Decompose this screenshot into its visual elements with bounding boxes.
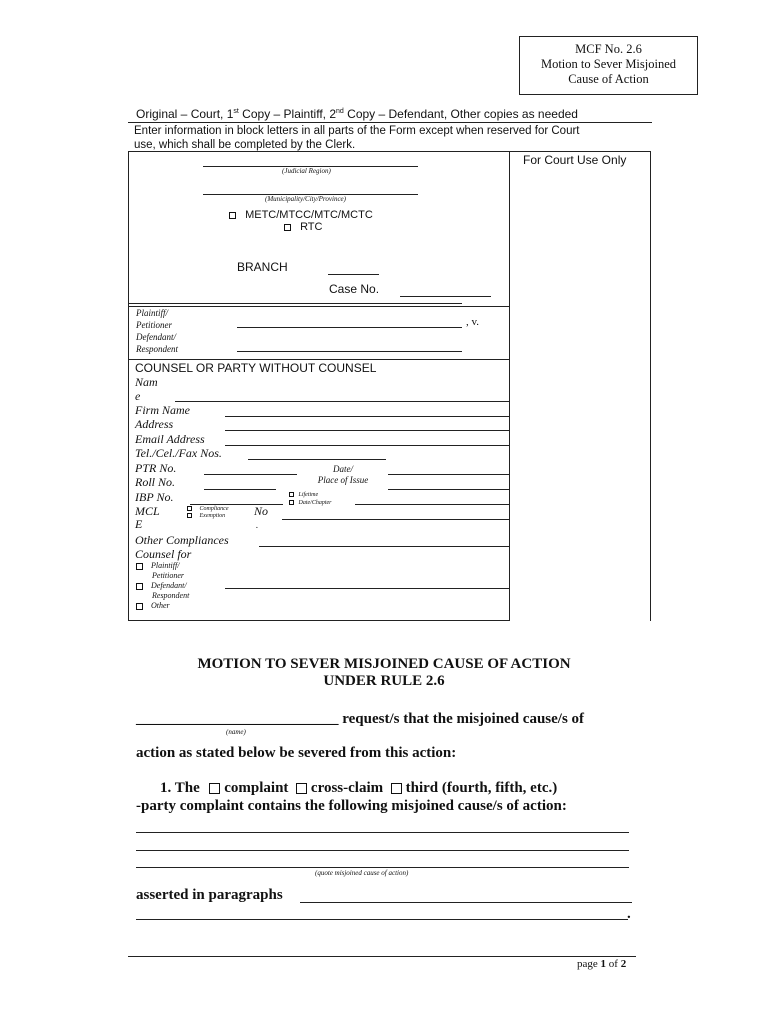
counsel-for-options: Plaintiff/ Petitioner Defendant/ Respondent Other <box>136 561 189 611</box>
email-field[interactable] <box>225 445 509 446</box>
cause-field-2[interactable] <box>136 850 629 851</box>
party-complaint-line: -party complaint contains the following misjoined cause/s of action: <box>136 798 567 814</box>
plaintiff-field[interactable] <box>237 327 462 328</box>
address-label: Address <box>135 417 174 431</box>
ptr-date-field[interactable] <box>388 474 509 475</box>
third-party-option[interactable]: third (fourth, fifth, etc.) <box>391 780 557 796</box>
date-chapter-option[interactable]: Date/Chapter <box>289 499 332 507</box>
asserted-label: asserted in paragraphs <box>136 887 283 903</box>
motion-title: MOTION TO SEVER MISJOINED CAUSE OF ACTION UNDER RULE 2.6 <box>197 656 571 689</box>
checkbox-icon <box>289 492 294 497</box>
paragraphs-field[interactable] <box>300 902 632 903</box>
other-compliances-label: Other Compliances <box>135 533 229 547</box>
roll-field[interactable] <box>204 489 276 490</box>
exemption-option[interactable]: Exemption <box>187 513 229 520</box>
name-caption: (name) <box>226 728 246 736</box>
form-title-line2: Cause of Action <box>568 72 649 86</box>
versus-label: , v. <box>466 316 480 328</box>
counsel-heading: COUNSEL OR PARTY WITHOUT COUNSEL <box>135 361 377 375</box>
court-option-metc[interactable]: METC/MTCC/MTC/MCTC <box>229 209 373 221</box>
frame-bottom <box>128 620 510 621</box>
quote-caption: (quote misjoined cause of action) <box>315 869 409 877</box>
counsel-section-rule <box>128 359 510 360</box>
counsel-for-field[interactable] <box>225 588 509 589</box>
checkbox-icon <box>187 506 192 511</box>
cause-field-1[interactable] <box>136 832 629 833</box>
frame-divider <box>509 151 510 621</box>
form-id-box <box>519 36 698 95</box>
checkbox-icon <box>391 783 402 794</box>
footer-rule <box>128 956 636 957</box>
address-field[interactable] <box>225 430 509 431</box>
roll-label: Roll No. <box>135 475 176 489</box>
ibp-date-field[interactable] <box>355 504 509 505</box>
cross-claim-option[interactable]: cross-claim <box>296 780 383 796</box>
counsel-for-label: Counsel for <box>135 547 192 561</box>
opt-plaintiff[interactable]: Plaintiff/ <box>136 561 189 571</box>
compliance-option[interactable]: Compliance <box>187 506 229 513</box>
plaintiff-label: Plaintiff/ Petitioner <box>136 308 172 330</box>
mcle-options <box>187 506 229 520</box>
copies-rule <box>128 122 652 123</box>
copies-distribution: Original – Court, 1st Copy – Plaintiff, 2nd Copy – Defendant, Other copies as needed <box>136 107 578 121</box>
period: . <box>627 906 631 922</box>
ibp-field[interactable] <box>190 504 283 505</box>
opt-defendant[interactable]: Defendant/ <box>136 581 189 591</box>
checkbox-icon <box>289 500 294 505</box>
roll-date-field[interactable] <box>388 489 509 490</box>
defendant-label: Defendant/ Respondent <box>136 332 178 354</box>
form-number: MCF No. 2.6 <box>575 42 642 56</box>
tel-field[interactable] <box>248 459 386 460</box>
complaint-option[interactable]: complaint <box>209 780 288 796</box>
mcle-field[interactable] <box>282 519 509 520</box>
defendant-field[interactable] <box>237 351 462 352</box>
frame-top <box>128 151 650 152</box>
frame-right <box>650 151 651 621</box>
judicial-region-caption: (Judicial Region) <box>282 167 331 175</box>
form-title-line1: Motion to Sever Misjoined <box>540 57 677 71</box>
mcle-no-label: No . <box>254 504 269 530</box>
ptr-field[interactable] <box>204 474 297 475</box>
name-label: Nam e <box>135 375 158 403</box>
mcle-label: MCL E <box>135 504 160 531</box>
ptr-label: PTR No. <box>135 461 177 475</box>
request-line: ___________________________ request/s that the misjoined cause/s of <box>136 711 585 727</box>
branch-field[interactable] <box>328 274 379 275</box>
parties-section-rule <box>128 306 510 307</box>
checkbox-icon <box>187 513 192 518</box>
other-compliances-field[interactable] <box>259 546 509 547</box>
name-field[interactable] <box>175 401 509 402</box>
case-no-field[interactable] <box>400 296 491 297</box>
checkbox-icon <box>136 583 143 590</box>
branch-label: BRANCH <box>237 260 288 274</box>
court-section-rule <box>128 303 462 304</box>
tel-label: Tel./Cel./Fax Nos. <box>135 446 222 460</box>
checkbox-icon <box>136 563 143 570</box>
firm-name-label: Firm Name <box>135 403 190 417</box>
case-no-label: Case No. <box>329 282 380 296</box>
opt-other[interactable]: Other <box>136 601 189 611</box>
frame-left <box>128 151 129 621</box>
checkbox-icon <box>229 212 236 219</box>
instructions: Enter information in block letters in all parts of the Form except when reserved for Court use, which shall be completed by the Clerk. <box>134 125 580 151</box>
name-field[interactable]: ___________________________ <box>136 711 339 727</box>
action-line: action as stated below be severed from this action: <box>136 745 457 761</box>
cause-field-3[interactable] <box>136 867 629 868</box>
ibp-label: IBP No. <box>135 490 174 504</box>
ibp-options <box>289 491 332 507</box>
checkbox-icon <box>209 783 220 794</box>
lifetime-option[interactable]: Lifetime <box>289 491 332 499</box>
email-label: Email Address <box>135 432 205 446</box>
date-place-issue-label: Date/ Place of Issue <box>317 464 369 485</box>
firm-name-field[interactable] <box>225 416 509 417</box>
court-option-rtc[interactable]: RTC <box>284 221 322 233</box>
paragraphs-field-2[interactable] <box>136 919 628 920</box>
checkbox-icon <box>296 783 307 794</box>
municipality-caption: (Municipality/City/Province) <box>265 195 346 203</box>
court-use-label: For Court Use Only <box>523 153 627 167</box>
checkbox-icon <box>136 603 143 610</box>
item-1-line: 1. The complaint cross-claim third (fourth, fifth, etc.) <box>160 780 558 796</box>
page-number: page 1 of 2 <box>577 958 627 970</box>
checkbox-icon <box>284 224 291 231</box>
